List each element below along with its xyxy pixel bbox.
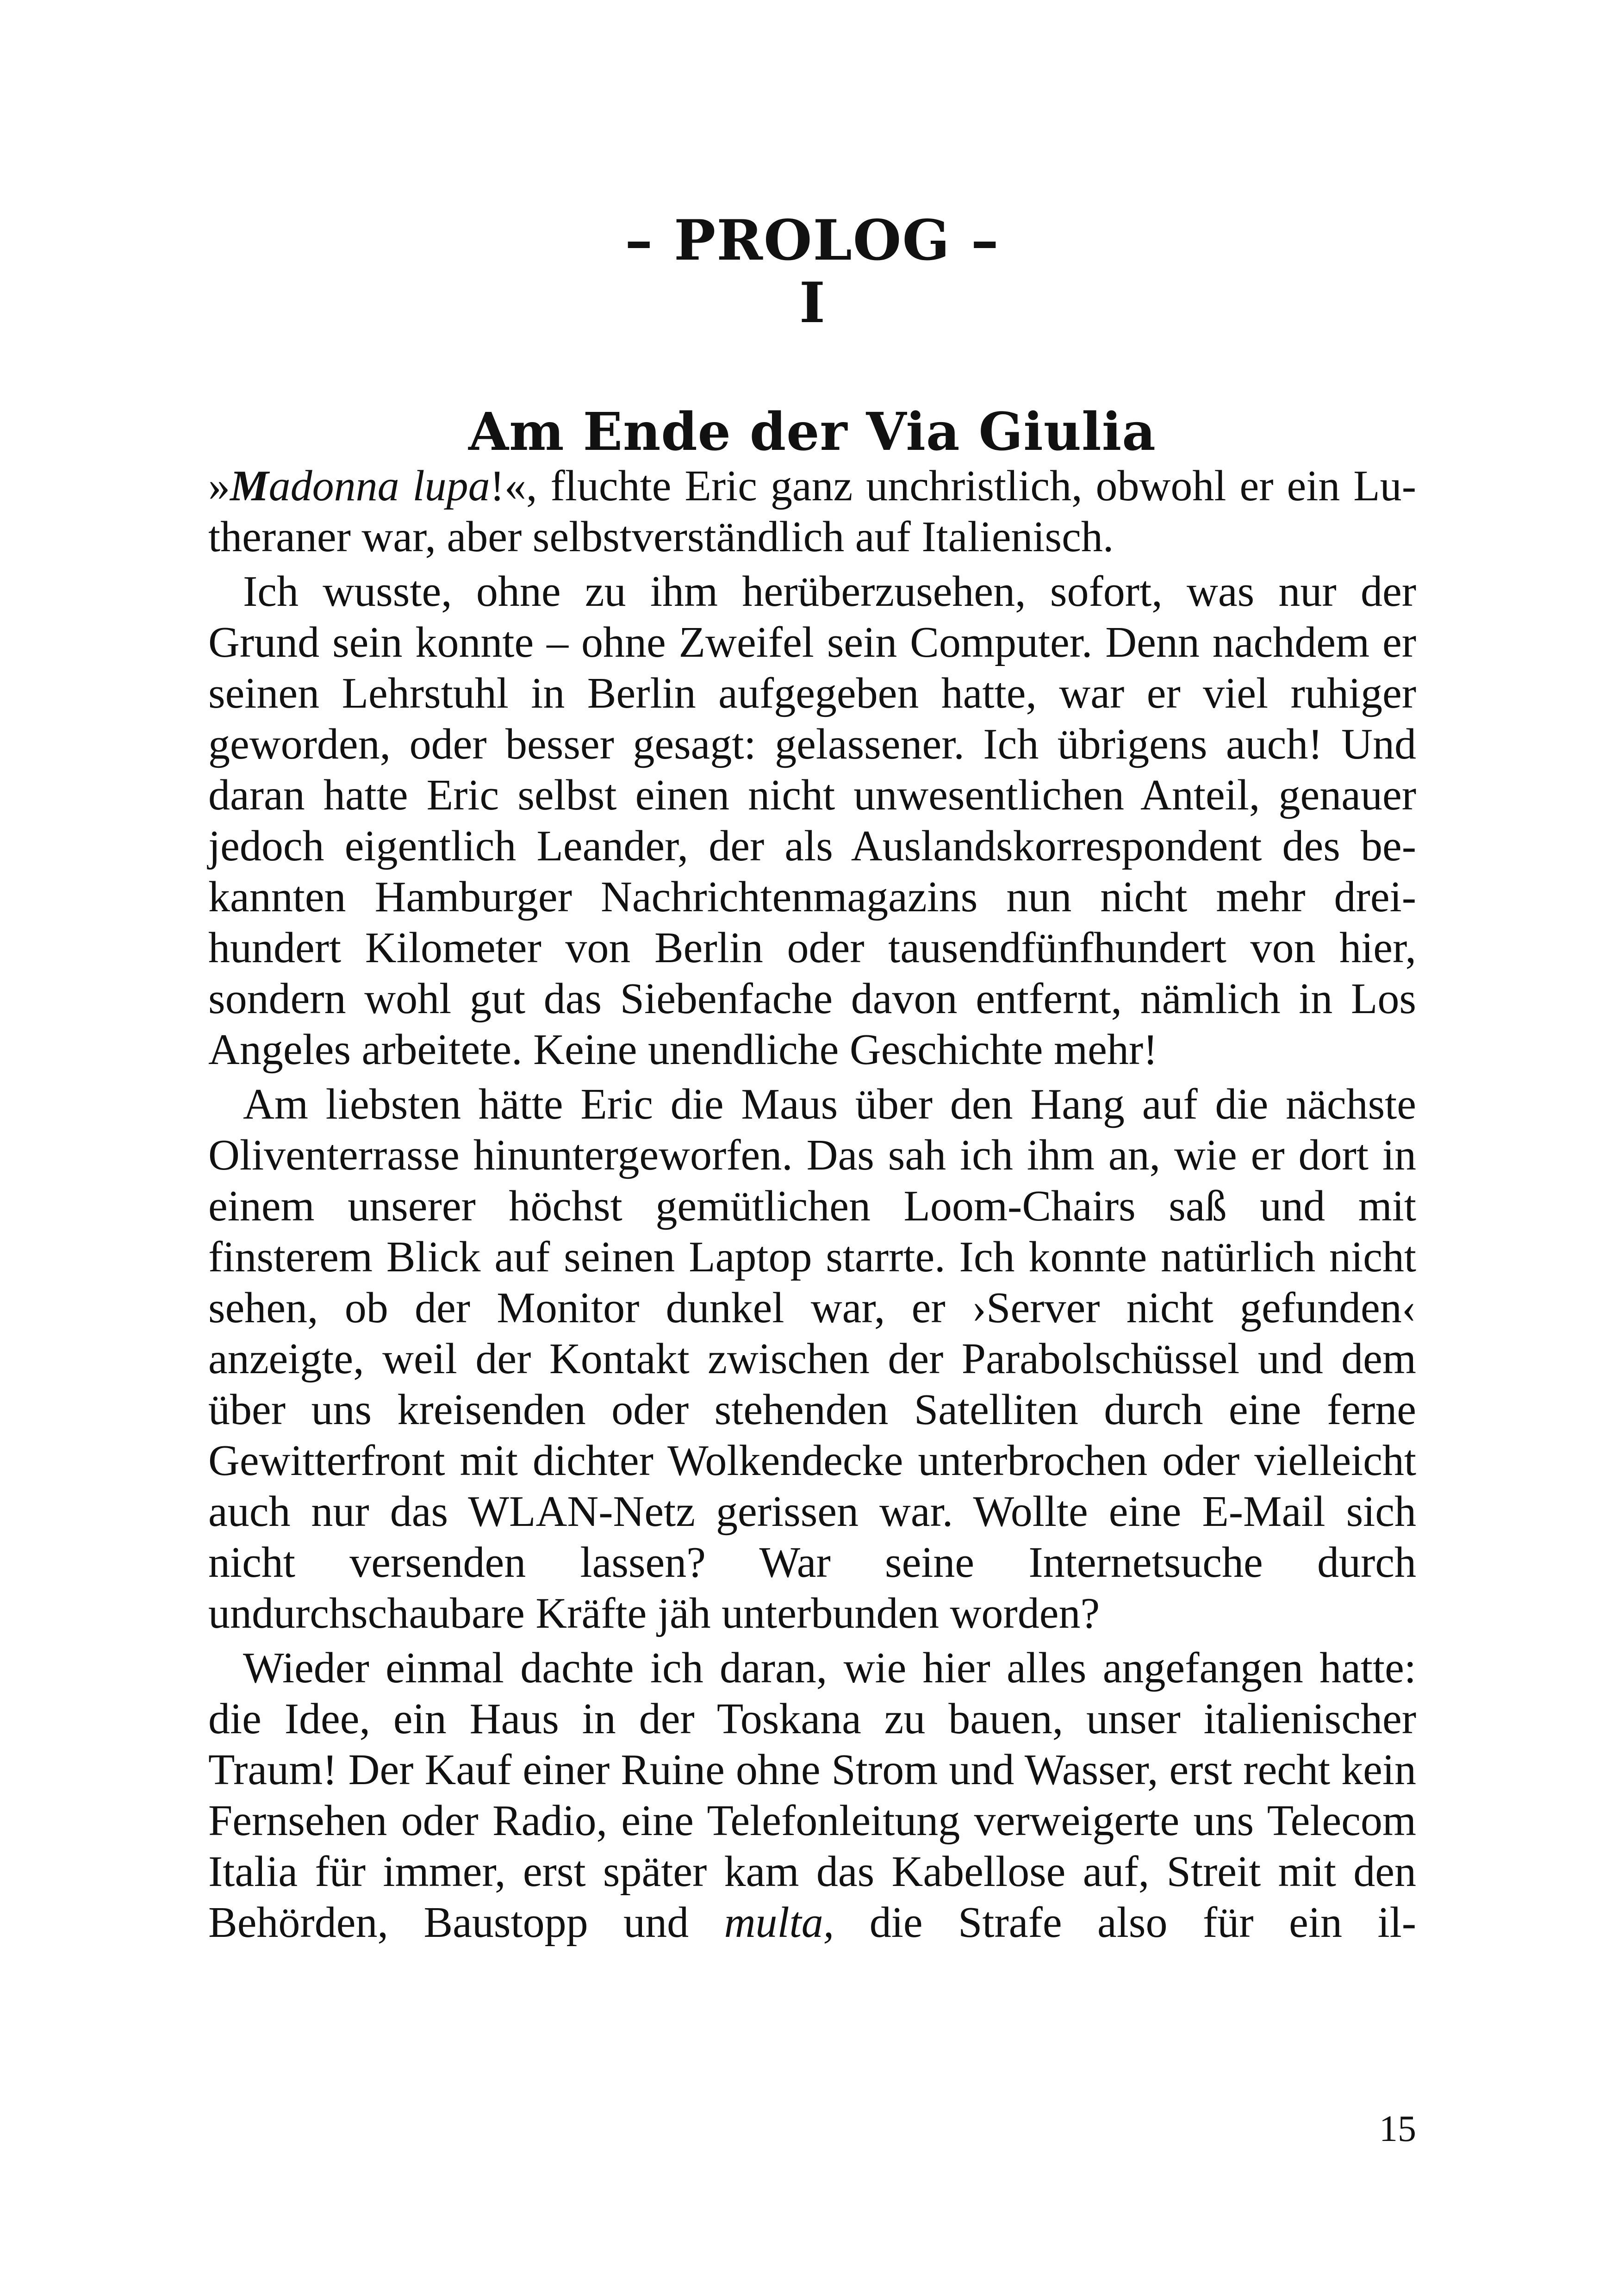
body-text bbox=[208, 460, 1416, 1948]
chapter-title: Am Ende der Via Giulia bbox=[468, 402, 1156, 462]
page-number: 15 bbox=[1379, 2109, 1416, 2149]
paragraph-4 bbox=[208, 1643, 1416, 1948]
paragraph-3: Am liebsten hätte Eric die Maus über den Hang auf die nächste Oliventerrasse hinuntergeworfen. Das sah ich ihm an, wie er dort in einem unserer höchst gemütlichen Loom-Chairs saß und mit finsterem Blick auf seinen Laptop starrte. Ich konnte natürlich nicht sehen, ob der Monitor dunkel war, er ›Server nicht gefunden‹ anzeigte, weil der Kontakt zwischen der Parabolschüssel und dem über uns kreisenden oder stehenden Satelliten durch eine ferne Gewitterfront mit dichter Wolkendecke unterbrochen oder vielleicht auch nur das WLAN-Netz gerissen war. Wollte eine E-Mail sich nicht versenden lassen? War seine Internetsuche durch undurchschaubare Kräfte jäh unterbunden worden? bbox=[208, 1080, 1416, 1637]
multa-italic: multa, bbox=[724, 1898, 834, 1947]
madonna-lupa-text: adonna lupa bbox=[268, 462, 490, 510]
paragraph-4-end: die Strafe also für ein il- bbox=[834, 1898, 1416, 1947]
madonna-initial: M bbox=[230, 462, 269, 510]
chapter-numeral: I bbox=[799, 270, 826, 336]
open-quote: » bbox=[208, 462, 230, 510]
paragraph-4-text: Wieder einmal dachte ich daran, wie hier alles angefangen hatte: die Idee, ein Haus in der Toskana zu bauen, unser italienischer Traum! Der Kauf einer Ruine ohne Strom und Wasser, erst recht kein Fernsehen oder Radio, eine Telefonleitung verweigerte uns Telecom Italia für immer, erst später kam das Kabellose auf, Streit mit den Behörden, Baustopp und bbox=[208, 1644, 1416, 1947]
paragraph-1 bbox=[208, 460, 1416, 562]
paragraph-2: Ich wusste, ohne zu ihm herüberzusehen, sofort, was nur der Grund sein konnte – ohne Zweifel sein Computer. Denn nachdem er seinen Lehrstuhl in Berlin aufgegeben hatte, war er viel ruhiger geworden, oder besser gesagt: gelassener. Ich übrigens auch! Und daran hatte Eric selbst einen nicht unwesentlichen Anteil, genauer jedoch eigentlich Leander, der als Auslandskorrespondent des bekannten Hamburger Nachrichtenmagazins nun nicht mehr dreihundert Kilometer von Berlin oder tausendfünfhundert von hier, sondern wohl gut das Siebenfache davon entfernt, nämlich in Los Angeles arbeitete. Keine unendliche Geschichte mehr! bbox=[208, 567, 1416, 1074]
paragraph-1-text: !«, fluchte Eric ganz unchristlich, obwohl er ein Lutheraner war, aber selbstverständlich auf Italienisch. bbox=[208, 462, 1416, 561]
prolog-heading: – PROLOG – bbox=[625, 208, 1000, 273]
